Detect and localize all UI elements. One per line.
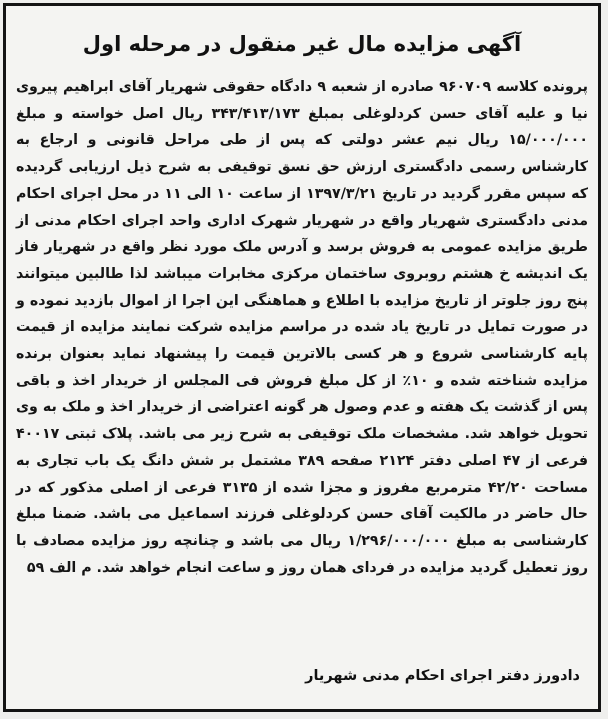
auction-notice <box>3 3 601 712</box>
notice-body <box>16 74 588 581</box>
notice-title: آگهی مزایده مال غیر منقول در مرحله اول <box>82 32 522 56</box>
notice-signature: دادورز دفتر اجرای احکام مدنی شهریار <box>305 668 580 684</box>
notice-text: پرونده کلاسه ۹۶۰۷۰۹ صادره از شعبه ۹ دادگاه حقوقی شهریار آقای ابراهیم پیروی نیا و علیه آقای حسن کردلوغلی بمبلغ ۳۴۳/۴۱۳/۱۷۳ ریال اصل خواسته و مبلغ ۱۵/۰۰۰/۰۰۰ ریال نیم عشر دولتی که پس از طی مراحل قانونی و ارجاع به کارشناس رسمی دادگستری ارزش حق نسق توقیفی به شرح ذیل ارزیابی گردیده که سپس مقرر گردید در تاریخ ۱۳۹۷/۳/۲۱ از ساعت ۱۰ الی ۱۱ در محل اجرای احکام مدنی دادگستری شهریار واقع در شهریار شهرک اداری واحد اجرای احکام مدنی از طریق مزایده عمومی به فروش برسد و آدرس ملک مورد نظر واقع در شهریار فاز یک اندیشه خ هشتم روبروی ساختمان مرکزی مخابرات میباشد لذا طالبین میتوانند پنج روز جلوتر از تاریخ مزایده با اطلاع و هماهنگی این اجرا از اموال بازدید نموده و در صورت تمایل در تاریخ یاد شده در مراسم مزایده شرکت نمایند مزایده از قیمت پایه کارشناسی شروع و هر کسی بالاترین قیمت را پیشنهاد نماید بعنوان برنده مزایده شناخته شده و ۱۰٪ از کل مبلغ فروش فی المجلس از خریدار اخذ و باقی پس از گذشت یک هفته و عدم وصول هر گونه اعتراضی از خریدار اخذ و ملک به وی تحویل خواهد شد. مشخصات ملک توقیفی به شرح زیر می باشد. پلاک ثبتی ۴۰۰۱۷ فرعی از ۴۷ اصلی دفتر ۲۱۲۴ صفحه ۳۸۹ مشتمل بر شش دانگ یک باب تجاری به مساحت ۴۲/۲۰ مترمربع مفروز و مجزا شده از ۳۱۳۵ فرعی از اصلی مذکور که در حال حاضر در مالکیت آقای حسن کردلوغلی فرزند اسماعیل می باشد. ضمنا مبلغ کارشناسی به مبلغ ۱/۲۹۶/۰۰۰/۰۰۰ ریال می باشد و چنانچه روز مزایده مصادف با روز تعطیل گردید مزایده در فردای همان روز و ساعت انجام خواهد شد. م الف ۵۹ <box>16 79 589 576</box>
